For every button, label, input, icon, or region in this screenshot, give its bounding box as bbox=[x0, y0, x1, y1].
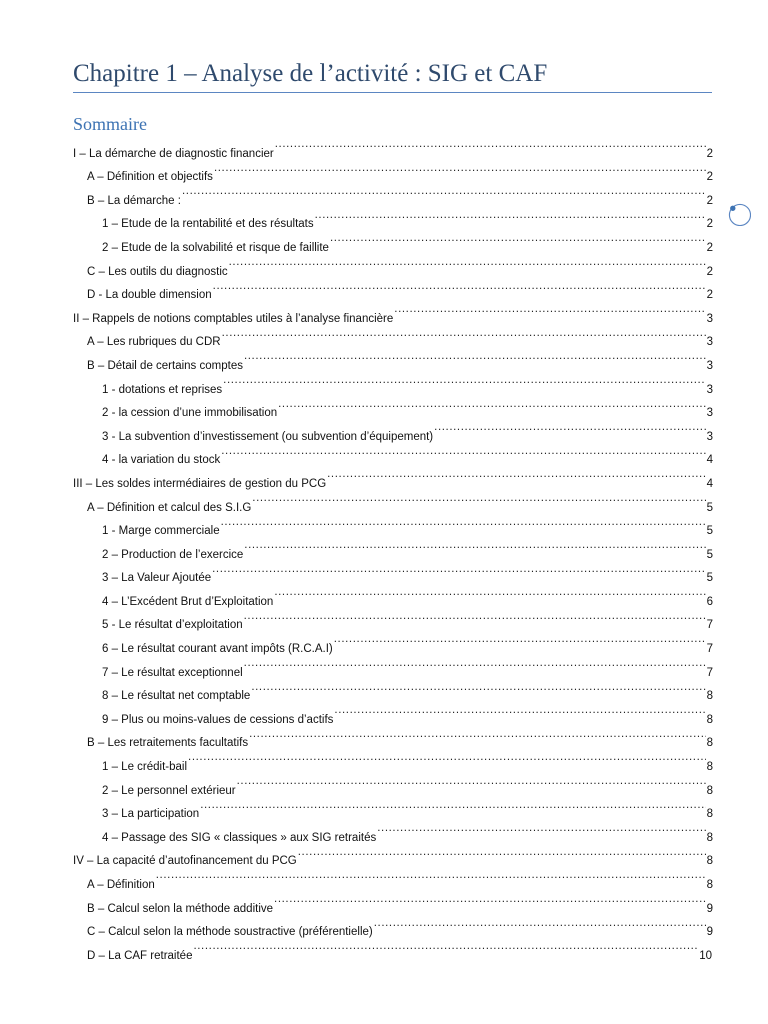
toc-entry-label: 4 – L’Excédent Brut d’Exploitation bbox=[102, 595, 274, 608]
toc-entry-label: B – Calcul selon la méthode additive bbox=[87, 902, 274, 915]
toc-dot-leader bbox=[275, 133, 706, 157]
toc-entry-label: 7 – Le résultat exceptionnel bbox=[102, 666, 243, 679]
toc-entry-label: 2 – Etude de la solvabilité et risque de faillite bbox=[102, 241, 329, 254]
toc-dot-leader bbox=[221, 440, 705, 464]
toc-page-number: 8 bbox=[706, 713, 713, 726]
toc-entry-label: 4 - la variation du stock bbox=[102, 454, 221, 467]
toc-page-number: 3 bbox=[706, 430, 713, 443]
toc-dot-leader bbox=[193, 935, 698, 959]
toc-page-number: 8 bbox=[706, 831, 713, 844]
toc-entry-label: A – Définition et objectifs bbox=[87, 171, 213, 184]
toc-dot-leader bbox=[251, 676, 705, 700]
toc-dot-leader bbox=[182, 180, 706, 204]
toc-dot-leader bbox=[244, 534, 705, 558]
toc-dot-leader bbox=[330, 227, 706, 251]
toc-dot-leader bbox=[214, 157, 706, 181]
toc-entry-label: 1 – Le crédit-bail bbox=[102, 761, 188, 774]
toc-dot-leader bbox=[274, 888, 706, 912]
toc-entry-label: II – Rappels de notions comptables utiles à l’analyse financière bbox=[73, 312, 394, 325]
toc-dot-leader bbox=[222, 322, 706, 346]
toc-page-number: 9 bbox=[706, 926, 713, 939]
toc-entry-label: IV – La capacité d’autofinancement du PCG bbox=[73, 855, 297, 868]
toc-page-number: 4 bbox=[706, 477, 713, 490]
toc-dot-leader bbox=[249, 723, 706, 747]
toc-page-number: 3 bbox=[706, 383, 713, 396]
toc-page-number: 2 bbox=[706, 194, 713, 207]
toc-dot-leader bbox=[237, 770, 706, 794]
toc-dot-leader bbox=[200, 794, 705, 818]
toc-page-number: 2 bbox=[706, 241, 713, 254]
toc-entry-label: 2 - la cession d’une immobilisation bbox=[102, 407, 278, 420]
toc-dot-leader bbox=[221, 511, 706, 535]
toc-entry-label: B – La démarche : bbox=[87, 194, 181, 207]
toc-entry-label: 1 – Etude de la rentabilité et des résultats bbox=[102, 218, 314, 231]
toc-page-number: 2 bbox=[706, 147, 713, 160]
toc-page-number: 8 bbox=[706, 761, 713, 774]
page-marker-circle-icon[interactable] bbox=[728, 203, 751, 226]
toc-page-number: 9 bbox=[706, 902, 713, 915]
toc-entry[interactable] bbox=[73, 888, 713, 915]
title-underline bbox=[73, 92, 712, 93]
toc-page-number: 3 bbox=[706, 312, 713, 325]
toc-dot-leader bbox=[394, 298, 705, 322]
toc-dot-leader bbox=[374, 912, 706, 936]
toc-dot-leader bbox=[213, 275, 706, 299]
toc-entry-label: A – Les rubriques du CDR bbox=[87, 336, 221, 349]
toc-dot-leader bbox=[156, 864, 706, 888]
toc-entry-label: 1 - Marge commerciale bbox=[102, 525, 220, 538]
toc-entry-label: A – Définition et calcul des S.I.G bbox=[87, 501, 252, 514]
toc-page-number: 8 bbox=[706, 690, 713, 703]
toc-entry-label: C – Les outils du diagnostic bbox=[87, 265, 228, 278]
document-title: Chapitre 1 – Analyse de l’activité : SIG et CAF bbox=[73, 60, 548, 87]
toc-page-number: 2 bbox=[706, 171, 713, 184]
toc-page-number: 5 bbox=[706, 501, 713, 514]
toc-dot-leader bbox=[252, 487, 705, 511]
toc-dot-leader bbox=[244, 605, 706, 629]
toc-page-number: 5 bbox=[706, 548, 713, 561]
toc-entry-label: C – Calcul selon la méthode soustractive (préférentielle) bbox=[87, 926, 373, 939]
toc-dot-leader bbox=[278, 393, 705, 417]
toc-dot-leader bbox=[434, 416, 705, 440]
toc-dot-leader bbox=[334, 699, 705, 723]
toc-page-number: 3 bbox=[706, 359, 713, 372]
toc-entry-label: I – La démarche de diagnostic financier bbox=[73, 147, 274, 160]
toc-entry-label: III – Les soldes intermédiaires de gestion du PCG bbox=[73, 477, 327, 490]
toc-page-number: 7 bbox=[706, 619, 713, 632]
toc-page-number: 5 bbox=[706, 572, 713, 585]
toc-page-number: 7 bbox=[706, 643, 713, 656]
toc-entry-label: 9 – Plus ou moins-values de cessions d’actifs bbox=[102, 713, 334, 726]
toc-entry-label: 3 – La Valeur Ajoutée bbox=[102, 572, 212, 585]
toc-entry-label: 4 – Passage des SIG « classiques » aux SIG retraités bbox=[102, 831, 377, 844]
toc-entry[interactable] bbox=[73, 133, 713, 160]
toc-page-number: 8 bbox=[706, 737, 713, 750]
toc-page-number: 3 bbox=[706, 407, 713, 420]
toc-entry-label: B – Détail de certains comptes bbox=[87, 359, 243, 372]
toc-dot-leader bbox=[298, 841, 706, 865]
toc-dot-leader bbox=[327, 463, 705, 487]
toc-entry-label: 2 – Le personnel extérieur bbox=[102, 784, 236, 797]
toc-page-number: 2 bbox=[706, 289, 713, 302]
toc-dot-leader bbox=[334, 628, 706, 652]
toc-dot-leader bbox=[274, 581, 705, 605]
toc-page-number: 8 bbox=[706, 855, 713, 868]
toc-dot-leader bbox=[244, 652, 706, 676]
toc-entry-label: 3 – La participation bbox=[102, 808, 200, 821]
toc-entry-label: A – Définition bbox=[87, 879, 155, 891]
toc-page-number: 8 bbox=[706, 879, 713, 891]
toc-entry-label: 6 – Le résultat courant avant impôts (R.C.A.I) bbox=[102, 643, 333, 656]
toc-page-number: 4 bbox=[706, 454, 713, 467]
toc-entry-label: 3 - La subvention d’investissement (ou subvention d’équipement) bbox=[102, 430, 434, 443]
toc-page-number: 8 bbox=[706, 784, 713, 797]
toc-dot-leader bbox=[188, 746, 706, 770]
toc-page-number: 10 bbox=[699, 949, 712, 962]
toc-dot-leader bbox=[244, 345, 706, 369]
toc-entry-label: 2 – Production de l’exercice bbox=[102, 548, 244, 561]
toc-entry-label: B – Les retraitements facultatifs bbox=[87, 737, 249, 750]
toc-entry-label: 5 - Le résultat d’exploitation bbox=[102, 619, 243, 632]
toc-dot-leader bbox=[212, 558, 705, 582]
toc-page-number: 5 bbox=[706, 525, 713, 538]
toc-page-number: 2 bbox=[706, 265, 713, 278]
toc-page-number: 3 bbox=[706, 336, 713, 349]
table-of-contents bbox=[73, 133, 713, 962]
toc-entry-label: D - La double dimension bbox=[87, 289, 212, 302]
toc-entry-label: D – La CAF retraitée bbox=[87, 949, 193, 962]
toc-page-number: 2 bbox=[706, 218, 713, 231]
toc-dot-leader bbox=[315, 204, 706, 228]
toc-entry-label: 1 - dotations et reprises bbox=[102, 383, 223, 396]
toc-page-number: 7 bbox=[706, 666, 713, 679]
toc-dot-leader bbox=[229, 251, 706, 275]
toc-page-number: 6 bbox=[706, 595, 713, 608]
toc-dot-leader bbox=[377, 817, 705, 841]
toc-page-number: 8 bbox=[706, 808, 713, 821]
toc-entry[interactable] bbox=[73, 864, 713, 891]
toc-heading: Sommaire bbox=[73, 114, 147, 134]
toc-entry-label: 8 – Le résultat net comptable bbox=[102, 690, 251, 703]
toc-dot-leader bbox=[223, 369, 705, 393]
